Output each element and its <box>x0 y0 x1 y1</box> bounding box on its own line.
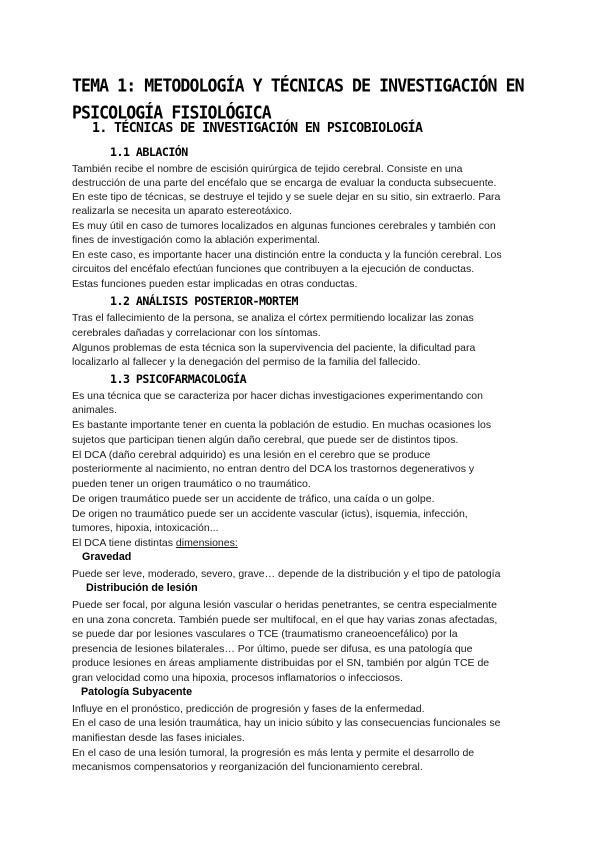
patologia-heading: Patología Subyacente <box>81 686 193 698</box>
paragraph-line: Estas funciones pueden estar implicadas en otras conductas. <box>72 278 358 290</box>
paragraph-line: El DCA (daño cerebral adquirido) es una lesión en el cerebro que se produce <box>72 449 431 461</box>
paragraph-line: realizarla se necesita un aparato estereotáxico. <box>72 205 293 217</box>
document-title: TEMA 1: METODOLOGÍA Y TÉCNICAS DE INVESTIGACIÓN EN PSICOLOGÍA FISIOLÓGICA <box>72 75 524 123</box>
paragraph-line: Algunos problemas de esta técnica son la supervivencia del paciente, la dificultad para <box>72 342 476 354</box>
paragraph-line: Es bastante importante tener en cuenta la población de estudio. En muchas ocasiones los <box>72 419 492 431</box>
paragraph-line: Es una técnica que se caracteriza por hacer dichas investigaciones experimentando con <box>72 390 483 402</box>
paragraph-line: se puede dar por lesiones vasculares o TCE (traumatismo craneoencefálico) por la <box>72 628 458 640</box>
dimensiones-line <box>72 536 532 550</box>
paragraph-line: manifiestan desde las fases iniciales. <box>72 732 245 744</box>
paragraph-line: localizarlo al fallecer y la denegación del permiso de la familia del fallecido. <box>72 356 421 368</box>
paragraph-line: produce lesiones en áreas ampliamente distribuidas por el SN, también por algún TCE de <box>72 657 490 669</box>
section-heading: 1. TÉCNICAS DE INVESTIGACIÓN EN PSICOBIOLOGÍA <box>92 121 423 136</box>
paragraph-line: Influye en el pronóstico, predicción de progresión y fases de la enfermedad. <box>72 703 425 715</box>
paragraph-line: mecanismos compensatorios y reorganización del funcionamiento cerebral. <box>72 761 423 773</box>
paragraph-line: pueden tener un origen traumático o no traumático. <box>72 478 311 490</box>
paragraph-line: en una zona concreta. También puede ser multifocal, en el que hay varias zonas afectadas, <box>72 614 498 626</box>
paragraph-line: Puede ser focal, por alguna lesión vascular o heridas penetrantes, se centra especialmente <box>72 599 497 611</box>
paragraph-line: tumores, hipoxia, intoxicación... <box>72 522 219 534</box>
paragraph-line: fines de investigación como la ablación experimental. <box>72 234 321 246</box>
subsection-heading-psicofarmacologia: 1.3 PSICOFARMACOLOGÍA <box>110 372 247 386</box>
paragraph-line: Puede ser leve, moderado, severo, grave… depende de la distribución y el tipo de patología <box>72 568 501 580</box>
dimensiones-prefix: El DCA tiene distintas <box>72 537 176 549</box>
paragraph-line: En el caso de una lesión traumática, hay un inicio súbito y las consecuencias funcionales se <box>72 717 501 729</box>
dimensiones-label: dimensiones: <box>175 537 238 549</box>
paragraph-line: En este tipo de técnicas, se destruye el tejido y se suele dejar en su sitio, sin extraerlo. Para <box>72 191 501 203</box>
paragraph-line: En el caso de una lesión tumoral, la progresión es más lenta y permite el desarrollo de <box>72 747 475 759</box>
paragraph-line: cerebrales dañadas y correlacionar con los síntomas. <box>72 327 321 339</box>
paragraph-line: En este caso, es importante hacer una distinción entre la conducta y la función cerebral. Los <box>72 249 502 261</box>
gravedad-heading: Gravedad <box>82 551 132 563</box>
paragraph-line: De origen no traumático puede ser un accidente vascular (ictus), isquemia, infección, <box>72 508 468 520</box>
paragraph-line: También recibe el nombre de escisión quirúrgica de tejido cerebral. Consiste en una <box>72 163 463 175</box>
paragraph-line: presencia de lesiones bilaterales… Por último, puede ser difusa, es una patología que <box>72 643 473 655</box>
paragraph-line: animales. <box>72 404 117 416</box>
subsection-heading-ablacion: 1.1 ABLACIÓN <box>110 145 188 159</box>
distribucion-heading: Distribución de lesión <box>86 582 198 594</box>
paragraph-line: sujetos que participan tienen algún daño cerebral, que puede ser de distintos tipos. <box>72 434 459 446</box>
paragraph-line: Es muy útil en caso de tumores localizados en algunas funciones cerebrales y también con <box>72 220 496 232</box>
paragraph-line: destrucción de una parte del encéfalo que se encarga de evaluar la conducta subsecuente. <box>72 177 497 189</box>
paragraph-line: gran velocidad como una hipoxia, procesos inflamatorios o infecciosos. <box>72 672 403 684</box>
paragraph-line: De origen traumático puede ser un accidente de tráfico, una caída o un golpe. <box>72 493 435 505</box>
subsection-heading-postmortem: 1.2 ANÁLISIS POSTERIOR-MORTEM <box>110 294 298 308</box>
paragraph-line: circuitos del encéfalo efectúan funciones que contribuyen a la ejecución de conductas. <box>72 263 475 275</box>
paragraph-line: Tras el fallecimiento de la persona, se analiza el córtex permitiendo localizar las zonas <box>72 312 474 324</box>
paragraph-line: posteriormente al nacimiento, no entran dentro del DCA los trastornos degenerativos y <box>72 463 475 475</box>
